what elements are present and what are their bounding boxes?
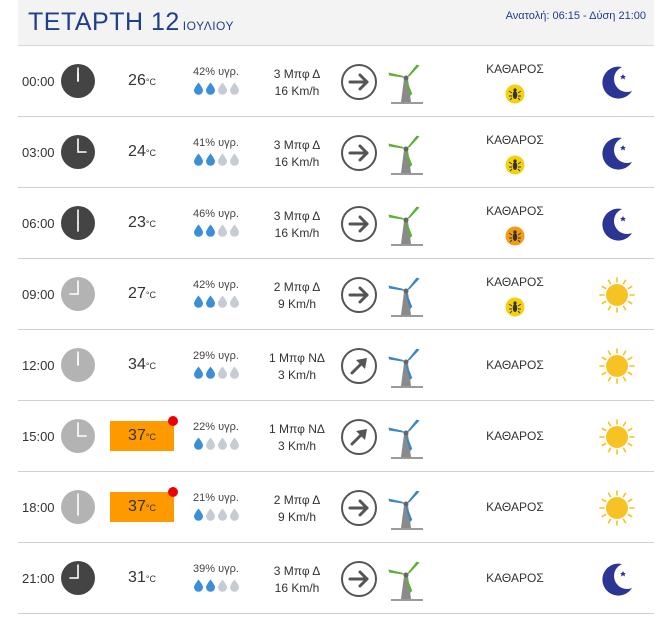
temperature-value: 27 (128, 285, 146, 302)
wind-speed: 16 Km/h (274, 226, 320, 240)
wind-beaufort: 3 Μπφ Δ (273, 564, 321, 578)
temperature-value: 31 (128, 569, 146, 586)
row-time: 21:00 (22, 571, 55, 586)
wind-direction-arrow-icon (340, 489, 378, 527)
forecast-row (18, 330, 654, 401)
humidity-value: 21% υγρ. (193, 492, 239, 504)
heat-alert-icon (168, 416, 178, 426)
wind-direction-arrow-icon (340, 134, 378, 172)
wind-direction-arrow-icon (340, 347, 378, 385)
drop-icon (205, 295, 216, 308)
temperature-unit: °C (145, 219, 156, 229)
day-header (18, 0, 654, 46)
wind-turbine-icon (388, 412, 426, 462)
wind (256, 563, 338, 597)
drop-icon (193, 366, 204, 379)
insect-icon (505, 226, 525, 246)
drop-icon (193, 224, 204, 237)
drop-icon (217, 295, 228, 308)
drop-icon (205, 153, 216, 166)
humidity-drops (188, 295, 244, 309)
row-time: 12:00 (22, 358, 55, 373)
forecast-panel (18, 0, 654, 614)
humidity (188, 421, 244, 451)
drop-icon (205, 224, 216, 237)
forecast-row (18, 259, 654, 330)
sky-condition (470, 571, 560, 585)
forecast-row (18, 117, 654, 188)
wind-beaufort: 3 Μπφ Δ (273, 209, 321, 223)
humidity-value: 29% υγρ. (193, 350, 239, 362)
temperature (110, 492, 174, 522)
humidity (188, 137, 244, 167)
wind-beaufort: 1 Μπφ ΝΔ (269, 351, 325, 365)
drop-icon (217, 153, 228, 166)
wind-turbine-icon (388, 57, 426, 107)
drop-icon (217, 508, 228, 521)
temperature-value: 24 (128, 143, 146, 160)
forecast-row (18, 401, 654, 472)
wind-turbine-icon (388, 483, 426, 533)
humidity-value: 46% υγρ. (193, 208, 239, 220)
humidity-drops (188, 82, 244, 96)
drop-icon (229, 579, 240, 592)
drop-icon (217, 366, 228, 379)
drop-icon (205, 437, 216, 450)
sky-condition (470, 275, 560, 317)
clock-icon (60, 418, 96, 454)
wind-speed: 16 Km/h (274, 84, 320, 98)
humidity (188, 350, 244, 380)
insect-icon (505, 297, 525, 317)
wind-speed: 16 Km/h (274, 581, 320, 595)
humidity-value: 41% υγρ. (193, 137, 239, 149)
drop-icon (229, 153, 240, 166)
drop-icon (217, 224, 228, 237)
clock-icon (60, 347, 96, 383)
wind-beaufort: 3 Μπφ Δ (273, 67, 321, 81)
wind-speed: 3 Km/h (277, 368, 316, 382)
wind-direction-arrow-icon (340, 63, 378, 101)
moon-icon (598, 134, 636, 172)
sun-icon (598, 276, 636, 314)
drop-icon (229, 508, 240, 521)
insect-icon (505, 84, 525, 104)
wind-speed: 9 Km/h (277, 297, 316, 311)
heat-alert-icon (168, 487, 178, 497)
humidity (188, 66, 244, 96)
wind-speed: 9 Km/h (277, 510, 316, 524)
wind (256, 350, 338, 384)
wind-direction-arrow-icon (340, 205, 378, 243)
temperature (110, 563, 174, 593)
temperature-unit: °C (145, 432, 156, 442)
temperature-unit: °C (145, 503, 156, 513)
temperature (110, 208, 174, 238)
drop-icon (205, 366, 216, 379)
clock-icon (60, 134, 96, 170)
temperature-value: 23 (128, 214, 146, 231)
wind-turbine-icon (388, 199, 426, 249)
humidity (188, 492, 244, 522)
condition-label: ΚΑΘΑΡΟΣ (486, 358, 544, 372)
clock-icon (60, 63, 96, 99)
sun-icon (598, 418, 636, 456)
drop-icon (229, 224, 240, 237)
moon-icon (598, 205, 636, 243)
condition-label: ΚΑΘΑΡΟΣ (486, 62, 544, 76)
wind-beaufort: 2 Μπφ Δ (273, 280, 321, 294)
month-label: ΙΟΥΛΙΟΥ (182, 19, 234, 33)
wind (256, 492, 338, 526)
humidity-value: 42% υγρ. (193, 66, 239, 78)
wind-turbine-icon (388, 341, 426, 391)
wind-direction-arrow-icon (340, 418, 378, 456)
drop-icon (205, 579, 216, 592)
humidity (188, 279, 244, 309)
temperature-unit: °C (145, 361, 156, 371)
moon-icon (598, 560, 636, 598)
sky-condition (470, 133, 560, 175)
forecast-row (18, 543, 654, 614)
humidity-drops (188, 579, 244, 593)
moon-icon (598, 63, 636, 101)
drop-icon (229, 437, 240, 450)
wind (256, 279, 338, 313)
row-time: 15:00 (22, 429, 55, 444)
temperature (110, 66, 174, 96)
wind-turbine-icon (388, 270, 426, 320)
row-time: 06:00 (22, 216, 55, 231)
clock-icon (60, 560, 96, 596)
clock-icon (60, 205, 96, 241)
wind-beaufort: 1 Μπφ ΝΔ (269, 422, 325, 436)
forecast-row (18, 46, 654, 117)
drop-icon (229, 295, 240, 308)
humidity-drops (188, 437, 244, 451)
temperature-value: 26 (128, 72, 146, 89)
row-time: 03:00 (22, 145, 55, 160)
drop-icon (229, 82, 240, 95)
drop-icon (193, 295, 204, 308)
condition-label: ΚΑΘΑΡΟΣ (486, 275, 544, 289)
wind-speed: 3 Km/h (277, 439, 316, 453)
condition-label: ΚΑΘΑΡΟΣ (486, 500, 544, 514)
drop-icon (229, 366, 240, 379)
wind-direction-arrow-icon (340, 276, 378, 314)
humidity-value: 22% υγρ. (193, 421, 239, 433)
temperature-unit: °C (145, 574, 156, 584)
temperature (110, 421, 174, 451)
drop-icon (193, 437, 204, 450)
wind-direction-arrow-icon (340, 560, 378, 598)
humidity (188, 563, 244, 593)
wind-speed: 16 Km/h (274, 155, 320, 169)
sky-condition (470, 62, 560, 104)
row-time: 09:00 (22, 287, 55, 302)
temperature-unit: °C (145, 77, 156, 87)
wind-beaufort: 3 Μπφ Δ (273, 138, 321, 152)
drop-icon (193, 82, 204, 95)
humidity-drops (188, 508, 244, 522)
clock-icon (60, 489, 96, 525)
wind-turbine-icon (388, 554, 426, 604)
wind (256, 421, 338, 455)
row-time: 00:00 (22, 74, 55, 89)
temperature (110, 279, 174, 309)
sky-condition (470, 500, 560, 514)
drop-icon (193, 508, 204, 521)
day-label: ΤΕΤΑΡΤΗ 12 (28, 8, 180, 36)
drop-icon (193, 579, 204, 592)
wind (256, 66, 338, 100)
condition-label: ΚΑΘΑΡΟΣ (486, 571, 544, 585)
drop-icon (217, 82, 228, 95)
day-title (28, 8, 234, 37)
temperature-value: 34 (128, 356, 146, 373)
temperature-unit: °C (145, 290, 156, 300)
wind-beaufort: 2 Μπφ Δ (273, 493, 321, 507)
sky-condition (470, 429, 560, 443)
forecast-row (18, 188, 654, 259)
temperature-value: 37 (128, 498, 146, 515)
sun-icon (598, 489, 636, 527)
forecast-row (18, 472, 654, 543)
hourly-rows (18, 46, 654, 614)
clock-icon (60, 276, 96, 312)
drop-icon (205, 508, 216, 521)
drop-icon (193, 153, 204, 166)
drop-icon (205, 82, 216, 95)
wind-turbine-icon (388, 128, 426, 178)
temperature-unit: °C (145, 148, 156, 158)
temperature-value: 37 (128, 427, 146, 444)
wind (256, 208, 338, 242)
drop-icon (217, 579, 228, 592)
wind (256, 137, 338, 171)
humidity-drops (188, 153, 244, 167)
temperature (110, 137, 174, 167)
sun-icon (598, 347, 636, 385)
condition-label: ΚΑΘΑΡΟΣ (486, 133, 544, 147)
temperature (110, 350, 174, 380)
humidity-value: 39% υγρ. (193, 563, 239, 575)
row-time: 18:00 (22, 500, 55, 515)
sky-condition (470, 204, 560, 246)
condition-label: ΚΑΘΑΡΟΣ (486, 204, 544, 218)
humidity (188, 208, 244, 238)
drop-icon (217, 437, 228, 450)
humidity-drops (188, 366, 244, 380)
sky-condition (470, 358, 560, 372)
condition-label: ΚΑΘΑΡΟΣ (486, 429, 544, 443)
humidity-value: 42% υγρ. (193, 279, 239, 291)
insect-icon (505, 155, 525, 175)
sunrise-sunset: Ανατολή: 06:15 - Δύση 21:00 (505, 10, 646, 22)
humidity-drops (188, 224, 244, 238)
